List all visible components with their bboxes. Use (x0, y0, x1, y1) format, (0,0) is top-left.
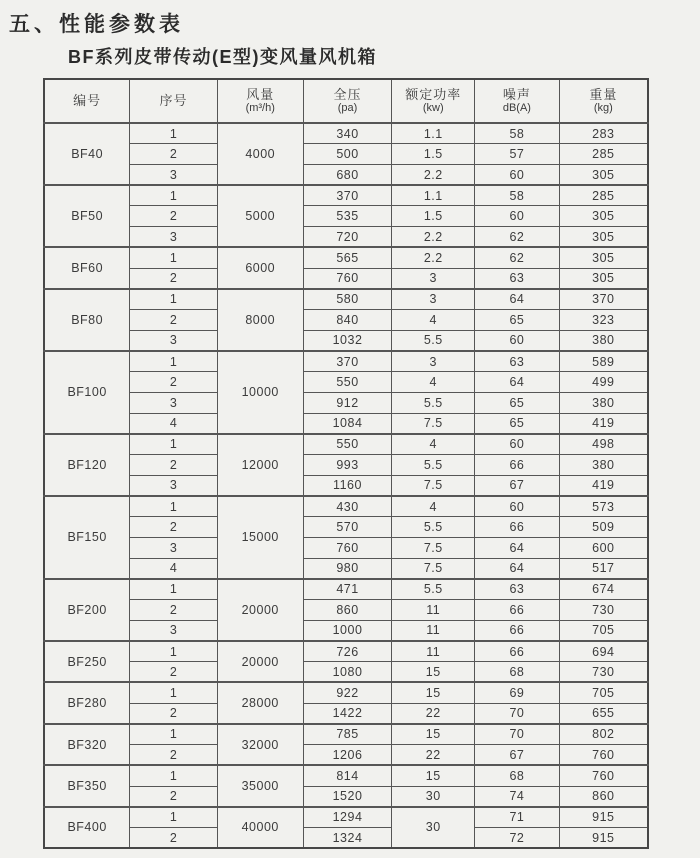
cell-noise: 74 (475, 786, 560, 807)
cell-noise: 66 (475, 641, 560, 662)
cell-weight: 419 (559, 413, 648, 434)
cell-model: BF120 (44, 434, 130, 496)
cell-pressure: 1080 (303, 662, 392, 683)
cell-seq: 1 (130, 123, 218, 144)
cell-airflow: 15000 (217, 496, 303, 579)
cell-power: 15 (392, 765, 475, 786)
cell-seq: 2 (130, 745, 218, 766)
cell-noise: 66 (475, 455, 560, 476)
cell-pressure: 680 (303, 164, 392, 185)
table-header (44, 79, 648, 123)
table-body (44, 123, 648, 848)
cell-power: 15 (392, 724, 475, 745)
cell-power: 1.5 (392, 206, 475, 227)
cell-model: BF400 (44, 807, 130, 848)
cell-weight: 600 (559, 537, 648, 558)
table-row (44, 496, 648, 517)
cell-model: BF200 (44, 579, 130, 641)
cell-noise: 65 (475, 392, 560, 413)
cell-noise: 60 (475, 434, 560, 455)
cell-power: 1.1 (392, 185, 475, 206)
table-row (44, 537, 648, 558)
cell-weight: 730 (559, 600, 648, 621)
cell-power: 11 (392, 620, 475, 641)
cell-weight: 305 (559, 227, 648, 248)
col-header-unit: (pa) (337, 102, 358, 115)
cell-power: 4 (392, 434, 475, 455)
cell-pressure: 370 (303, 185, 392, 206)
cell-power: 4 (392, 496, 475, 517)
table-row (44, 475, 648, 496)
cell-noise: 64 (475, 537, 560, 558)
cell-model: BF80 (44, 289, 130, 351)
cell-pressure: 760 (303, 537, 392, 558)
cell-seq: 2 (130, 455, 218, 476)
cell-noise: 60 (475, 206, 560, 227)
table-row (44, 579, 648, 600)
cell-pressure: 570 (303, 517, 392, 538)
cell-power: 7.5 (392, 413, 475, 434)
cell-noise: 62 (475, 247, 560, 268)
table-row (44, 227, 648, 248)
cell-pressure: 860 (303, 600, 392, 621)
header-row (44, 79, 648, 123)
cell-pressure: 500 (303, 144, 392, 165)
cell-pressure: 912 (303, 392, 392, 413)
performance-table-container (43, 78, 649, 849)
cell-pressure: 993 (303, 455, 392, 476)
table-row (44, 268, 648, 289)
cell-pressure: 550 (303, 372, 392, 393)
cell-power: 4 (392, 309, 475, 330)
cell-pressure: 1032 (303, 330, 392, 351)
col-header-unit: (kw) (422, 102, 444, 115)
cell-model: BF250 (44, 641, 130, 682)
col-header-power (392, 79, 475, 123)
cell-seq: 1 (130, 247, 218, 268)
cell-weight: 730 (559, 662, 648, 683)
cell-weight: 305 (559, 206, 648, 227)
cell-weight: 305 (559, 268, 648, 289)
col-header-airflow (217, 79, 303, 123)
cell-pressure: 1520 (303, 786, 392, 807)
cell-seq: 1 (130, 289, 218, 310)
cell-noise: 64 (475, 372, 560, 393)
cell-model: BF50 (44, 185, 130, 247)
col-header-weight (559, 79, 648, 123)
table-row (44, 123, 648, 144)
cell-model: BF320 (44, 724, 130, 765)
table-row (44, 392, 648, 413)
col-header-noise (475, 79, 560, 123)
cell-noise: 60 (475, 164, 560, 185)
cell-airflow: 35000 (217, 765, 303, 806)
col-header-model (44, 79, 130, 123)
table-row (44, 247, 648, 268)
table-row (44, 144, 648, 165)
performance-table (43, 78, 649, 849)
cell-pressure: 980 (303, 558, 392, 579)
cell-noise: 72 (475, 827, 560, 848)
cell-noise: 63 (475, 351, 560, 372)
cell-pressure: 1084 (303, 413, 392, 434)
cell-power: 1.5 (392, 144, 475, 165)
cell-seq: 4 (130, 558, 218, 579)
cell-power: 3 (392, 289, 475, 310)
cell-weight: 705 (559, 682, 648, 703)
cell-airflow: 5000 (217, 185, 303, 247)
cell-noise: 65 (475, 309, 560, 330)
cell-power: 22 (392, 703, 475, 724)
col-header-seq (130, 79, 218, 123)
page-title: 五、性能参数表 (9, 13, 184, 36)
cell-power: 30 (392, 786, 475, 807)
cell-weight: 498 (559, 434, 648, 455)
cell-pressure: 840 (303, 309, 392, 330)
table-row (44, 351, 648, 372)
cell-pressure: 340 (303, 123, 392, 144)
col-header-unit: (kg) (593, 102, 613, 115)
cell-seq: 3 (130, 537, 218, 558)
cell-seq: 2 (130, 786, 218, 807)
cell-weight: 380 (559, 455, 648, 476)
cell-weight: 323 (559, 309, 648, 330)
table-subtitle: BF系列皮带传动(E型)变风量风机箱 (68, 47, 377, 67)
cell-noise: 66 (475, 620, 560, 641)
cell-weight: 802 (559, 724, 648, 745)
cell-airflow: 28000 (217, 682, 303, 723)
cell-noise: 64 (475, 289, 560, 310)
cell-power: 11 (392, 641, 475, 662)
cell-weight: 380 (559, 392, 648, 413)
table-row (44, 786, 648, 807)
table-row (44, 724, 648, 745)
cell-noise: 70 (475, 703, 560, 724)
cell-power: 5.5 (392, 517, 475, 538)
col-header-pressure (303, 79, 392, 123)
table-row (44, 517, 648, 538)
cell-weight: 589 (559, 351, 648, 372)
cell-noise: 58 (475, 185, 560, 206)
col-header-unit: (m³/h) (245, 102, 275, 115)
cell-noise: 69 (475, 682, 560, 703)
cell-seq: 3 (130, 475, 218, 496)
cell-weight: 915 (559, 807, 648, 828)
cell-pressure: 814 (303, 765, 392, 786)
table-row (44, 620, 648, 641)
cell-weight: 915 (559, 827, 648, 848)
cell-noise: 65 (475, 413, 560, 434)
cell-noise: 67 (475, 475, 560, 496)
cell-noise: 67 (475, 745, 560, 766)
cell-weight: 860 (559, 786, 648, 807)
cell-noise: 71 (475, 807, 560, 828)
cell-seq: 2 (130, 662, 218, 683)
cell-seq: 2 (130, 206, 218, 227)
cell-seq: 1 (130, 434, 218, 455)
cell-seq: 2 (130, 268, 218, 289)
cell-seq: 1 (130, 682, 218, 703)
cell-power: 5.5 (392, 579, 475, 600)
cell-airflow: 8000 (217, 289, 303, 351)
cell-seq: 1 (130, 807, 218, 828)
cell-weight: 509 (559, 517, 648, 538)
table-row (44, 600, 648, 621)
cell-noise: 60 (475, 330, 560, 351)
col-header-label: 全压 (333, 86, 362, 102)
cell-airflow: 4000 (217, 123, 303, 185)
table-row (44, 765, 648, 786)
cell-noise: 70 (475, 724, 560, 745)
cell-pressure: 1160 (303, 475, 392, 496)
table-row (44, 827, 648, 848)
table-row (44, 434, 648, 455)
cell-seq: 1 (130, 724, 218, 745)
cell-pressure: 1000 (303, 620, 392, 641)
cell-weight: 573 (559, 496, 648, 517)
cell-pressure: 1324 (303, 827, 392, 848)
col-header-label: 重量 (589, 86, 618, 102)
cell-pressure: 760 (303, 268, 392, 289)
cell-airflow: 32000 (217, 724, 303, 765)
table-row (44, 682, 648, 703)
table-row (44, 309, 648, 330)
cell-model: BF100 (44, 351, 130, 434)
cell-noise: 68 (475, 765, 560, 786)
cell-power: 15 (392, 682, 475, 703)
cell-airflow: 12000 (217, 434, 303, 496)
table-row (44, 206, 648, 227)
cell-pressure: 726 (303, 641, 392, 662)
cell-seq: 2 (130, 827, 218, 848)
cell-airflow: 40000 (217, 807, 303, 848)
cell-noise: 64 (475, 558, 560, 579)
cell-seq: 2 (130, 144, 218, 165)
cell-airflow: 20000 (217, 579, 303, 641)
cell-power: 11 (392, 600, 475, 621)
cell-power: 3 (392, 268, 475, 289)
cell-seq: 2 (130, 703, 218, 724)
table-row (44, 164, 648, 185)
table-row (44, 641, 648, 662)
table-row (44, 330, 648, 351)
cell-seq: 1 (130, 185, 218, 206)
cell-power: 3 (392, 351, 475, 372)
cell-power: 4 (392, 372, 475, 393)
cell-pressure: 922 (303, 682, 392, 703)
table-row (44, 185, 648, 206)
cell-airflow: 20000 (217, 641, 303, 682)
cell-pressure: 370 (303, 351, 392, 372)
col-header-label: 编号 (73, 93, 102, 109)
table-row (44, 558, 648, 579)
cell-power: 30 (392, 807, 475, 848)
cell-power: 2.2 (392, 247, 475, 268)
table-row (44, 745, 648, 766)
cell-model: BF350 (44, 765, 130, 806)
cell-power: 7.5 (392, 475, 475, 496)
cell-noise: 58 (475, 123, 560, 144)
cell-weight: 305 (559, 247, 648, 268)
cell-seq: 2 (130, 309, 218, 330)
table-row (44, 289, 648, 310)
cell-weight: 419 (559, 475, 648, 496)
col-header-label: 噪声 (502, 86, 531, 102)
table-row (44, 807, 648, 828)
cell-pressure: 580 (303, 289, 392, 310)
cell-power: 15 (392, 662, 475, 683)
cell-seq: 2 (130, 517, 218, 538)
cell-pressure: 430 (303, 496, 392, 517)
cell-weight: 760 (559, 745, 648, 766)
cell-power: 5.5 (392, 330, 475, 351)
cell-pressure: 471 (303, 579, 392, 600)
cell-weight: 705 (559, 620, 648, 641)
cell-noise: 62 (475, 227, 560, 248)
cell-seq: 2 (130, 372, 218, 393)
cell-power: 7.5 (392, 558, 475, 579)
cell-weight: 760 (559, 765, 648, 786)
col-header-label: 风量 (246, 86, 275, 102)
cell-seq: 1 (130, 765, 218, 786)
cell-airflow: 6000 (217, 247, 303, 288)
cell-weight: 370 (559, 289, 648, 310)
cell-noise: 66 (475, 517, 560, 538)
table-row (44, 455, 648, 476)
cell-pressure: 1206 (303, 745, 392, 766)
cell-seq: 3 (130, 620, 218, 641)
cell-weight: 283 (559, 123, 648, 144)
cell-weight: 655 (559, 703, 648, 724)
col-header-label: 序号 (159, 93, 188, 109)
cell-weight: 285 (559, 185, 648, 206)
cell-weight: 517 (559, 558, 648, 579)
cell-weight: 499 (559, 372, 648, 393)
cell-seq: 4 (130, 413, 218, 434)
cell-seq: 3 (130, 164, 218, 185)
cell-seq: 3 (130, 330, 218, 351)
cell-seq: 1 (130, 351, 218, 372)
table-row (44, 703, 648, 724)
cell-noise: 63 (475, 579, 560, 600)
cell-seq: 3 (130, 392, 218, 413)
cell-weight: 285 (559, 144, 648, 165)
cell-pressure: 785 (303, 724, 392, 745)
cell-power: 5.5 (392, 392, 475, 413)
cell-pressure: 565 (303, 247, 392, 268)
cell-power: 7.5 (392, 537, 475, 558)
cell-model: BF40 (44, 123, 130, 185)
cell-pressure: 1422 (303, 703, 392, 724)
cell-seq: 1 (130, 496, 218, 517)
cell-noise: 66 (475, 600, 560, 621)
cell-noise: 63 (475, 268, 560, 289)
cell-model: BF150 (44, 496, 130, 579)
cell-noise: 57 (475, 144, 560, 165)
cell-pressure: 550 (303, 434, 392, 455)
cell-model: BF60 (44, 247, 130, 288)
cell-power: 2.2 (392, 164, 475, 185)
cell-weight: 674 (559, 579, 648, 600)
table-row (44, 372, 648, 393)
cell-seq: 1 (130, 641, 218, 662)
cell-weight: 380 (559, 330, 648, 351)
cell-model: BF280 (44, 682, 130, 723)
cell-noise: 60 (475, 496, 560, 517)
cell-weight: 305 (559, 164, 648, 185)
cell-power: 2.2 (392, 227, 475, 248)
cell-seq: 3 (130, 227, 218, 248)
cell-airflow: 10000 (217, 351, 303, 434)
table-row (44, 662, 648, 683)
cell-seq: 2 (130, 600, 218, 621)
table-row (44, 413, 648, 434)
cell-power: 1.1 (392, 123, 475, 144)
cell-pressure: 535 (303, 206, 392, 227)
cell-seq: 1 (130, 579, 218, 600)
col-header-unit: dB(A) (502, 102, 531, 115)
cell-pressure: 1294 (303, 807, 392, 828)
cell-power: 22 (392, 745, 475, 766)
cell-weight: 694 (559, 641, 648, 662)
cell-power: 5.5 (392, 455, 475, 476)
cell-pressure: 720 (303, 227, 392, 248)
cell-noise: 68 (475, 662, 560, 683)
col-header-label: 额定功率 (405, 86, 462, 102)
